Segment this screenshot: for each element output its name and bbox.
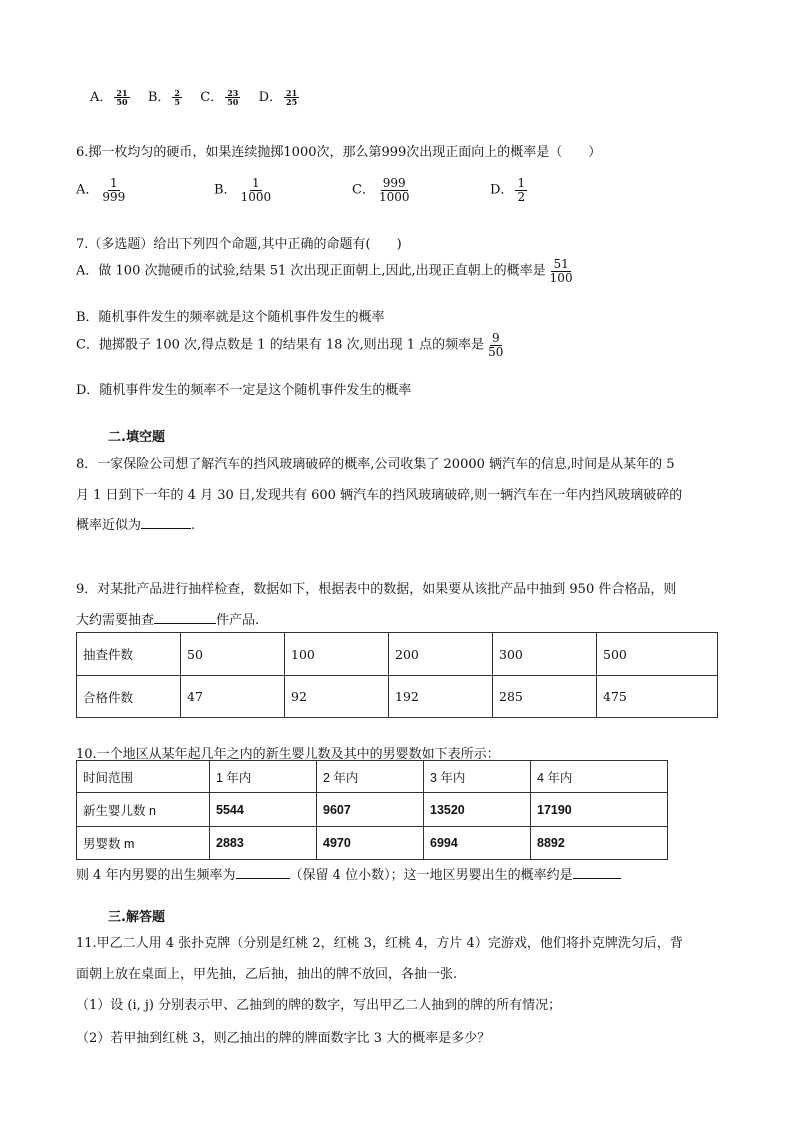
- table-cell: 男婴数 m: [77, 827, 210, 860]
- table-cell: 92: [285, 676, 389, 718]
- table-cell: 200: [389, 633, 493, 676]
- q6-stem: 6.掷一枚均匀的硬币，如果连续抛掷1000次，那么第999次出现正面向上的概率是（ ）: [76, 145, 602, 160]
- table-cell: 5544: [210, 793, 317, 827]
- table-cell: 17190: [531, 793, 668, 827]
- q6-option-b: B． $\frac{1}{1000}$: [214, 176, 272, 204]
- q10-probability-blank[interactable]: [573, 866, 621, 879]
- q7-stem: 7.（多选题）给出下列四个命题,其中正确的命题有( ): [76, 237, 402, 252]
- q8-line1: 8．一家保险公司想了解汽车的挡风玻璃破碎的概率,公司收集了 20000 辆汽车的信息,时间是从某年的 5: [76, 457, 675, 472]
- q6-option-a: A． $\frac{1}{999}$: [76, 176, 126, 204]
- table-row: [77, 676, 718, 718]
- q10-table: [76, 760, 668, 860]
- q9-line1: 9．对某批产品进行抽样检查，数据如下，根据表中的数据，如果要从该批产品中抽到 950 件合格品，则: [76, 582, 677, 597]
- q11-line1: 11.甲乙二人用 4 张扑克牌（分别是红桃 2，红桃 3，红桃 4，方片 4）完游戏，他们将扑克牌洗匀后，背: [76, 936, 683, 951]
- q5-option-a: A． $\frac{21}{50}$: [90, 87, 128, 107]
- table-cell: 300: [493, 633, 597, 676]
- q9-table: [76, 632, 718, 718]
- q5-option-b: B． $\frac{2}{5}$: [147, 87, 180, 107]
- q9-line2: 大约需要抽查 件产品.: [76, 613, 260, 628]
- section-solution-heading: 三.解答题: [108, 910, 165, 925]
- q9-answer-blank[interactable]: [154, 611, 216, 624]
- q8-line3: 概率近似为 .: [76, 518, 196, 533]
- q5-option-d: D． $\frac{21}{25}$: [258, 87, 298, 107]
- table-cell: 抽查件数: [77, 633, 181, 676]
- q7-option-c: C．抛掷骰子 100 次,得点数是 1 的结果有 18 次,则出现 1 点的频率是 $\frac{9}{50}$: [76, 331, 504, 359]
- q7-option-b: B．随机事件发生的频率就是这个随机事件发生的概率: [76, 310, 385, 325]
- table-cell: 500: [597, 633, 718, 676]
- q11-part1: （1）设 (i, j) 分别表示甲、乙抽到的牌的数字，写出甲乙二人抽到的牌的所有情况；: [76, 998, 562, 1013]
- table-cell: 合格件数: [77, 676, 181, 718]
- table-header-cell: 时间范围: [77, 761, 210, 793]
- table-cell: 8892: [531, 827, 668, 860]
- table-cell: 新生婴儿数 n: [77, 793, 210, 827]
- table-cell: 475: [597, 676, 718, 718]
- q10-stem: 10.一个地区从某年起几年之内的新生婴儿数及其中的男婴数如下表所示：: [76, 747, 500, 762]
- table-cell: 100: [285, 633, 389, 676]
- q8-line2: 月 1 日到下一年的 4 月 30 日,发现共有 600 辆汽车的挡风玻璃破碎,则一辆汽车在一年内挡风玻璃破碎的: [76, 488, 683, 503]
- table-row: [77, 827, 668, 860]
- q7-option-d: D．随机事件发生的频率不一定是这个随机事件发生的概率: [76, 383, 412, 398]
- table-cell: 285: [493, 676, 597, 718]
- q10-frequency-blank[interactable]: [236, 866, 290, 879]
- q6-option-d: D． $\frac{1}{2}$: [490, 176, 526, 204]
- table-cell: 9607: [317, 793, 424, 827]
- table-cell: 6994: [424, 827, 531, 860]
- q8-answer-blank[interactable]: [141, 516, 191, 529]
- table-cell: 192: [389, 676, 493, 718]
- table-cell: 4970: [317, 827, 424, 860]
- section-fill-in-heading: 二.填空题: [108, 430, 165, 445]
- table-header-cell: 2 年内: [317, 761, 424, 793]
- q11-part2: （2）若甲抽到红桃 3，则乙抽出的牌的牌面数字比 3 大的概率是多少？: [76, 1031, 491, 1046]
- table-header-row: [77, 761, 668, 793]
- table-cell: 2883: [210, 827, 317, 860]
- table-row: [77, 793, 668, 827]
- table-header-cell: 1 年内: [210, 761, 317, 793]
- q5-options: [90, 86, 301, 106]
- q7-option-a: A．做 100 次抛硬币的试验,结果 51 次出现正面朝上,因此,出现正直朝上的概率是 $\frac{51}{100}$: [76, 257, 573, 285]
- q10-after: 则 4 年内男婴的出生频率为 （保留 4 位小数）；这一地区男婴出生的概率约是: [76, 864, 621, 883]
- table-header-cell: 3 年内: [424, 761, 531, 793]
- table-cell: 47: [181, 676, 285, 718]
- q6-option-c: C． $\frac{999}{1000}$: [352, 176, 410, 204]
- table-row: [77, 633, 718, 676]
- q11-line2: 面朝上放在桌面上，甲先抽，乙后抽，抽出的牌不放回，各抽一张.: [76, 967, 458, 982]
- table-cell: 50: [181, 633, 285, 676]
- table-cell: 13520: [424, 793, 531, 827]
- table-header-cell: 4 年内: [531, 761, 668, 793]
- q5-option-c: C． $\frac{23}{50}$: [200, 87, 239, 107]
